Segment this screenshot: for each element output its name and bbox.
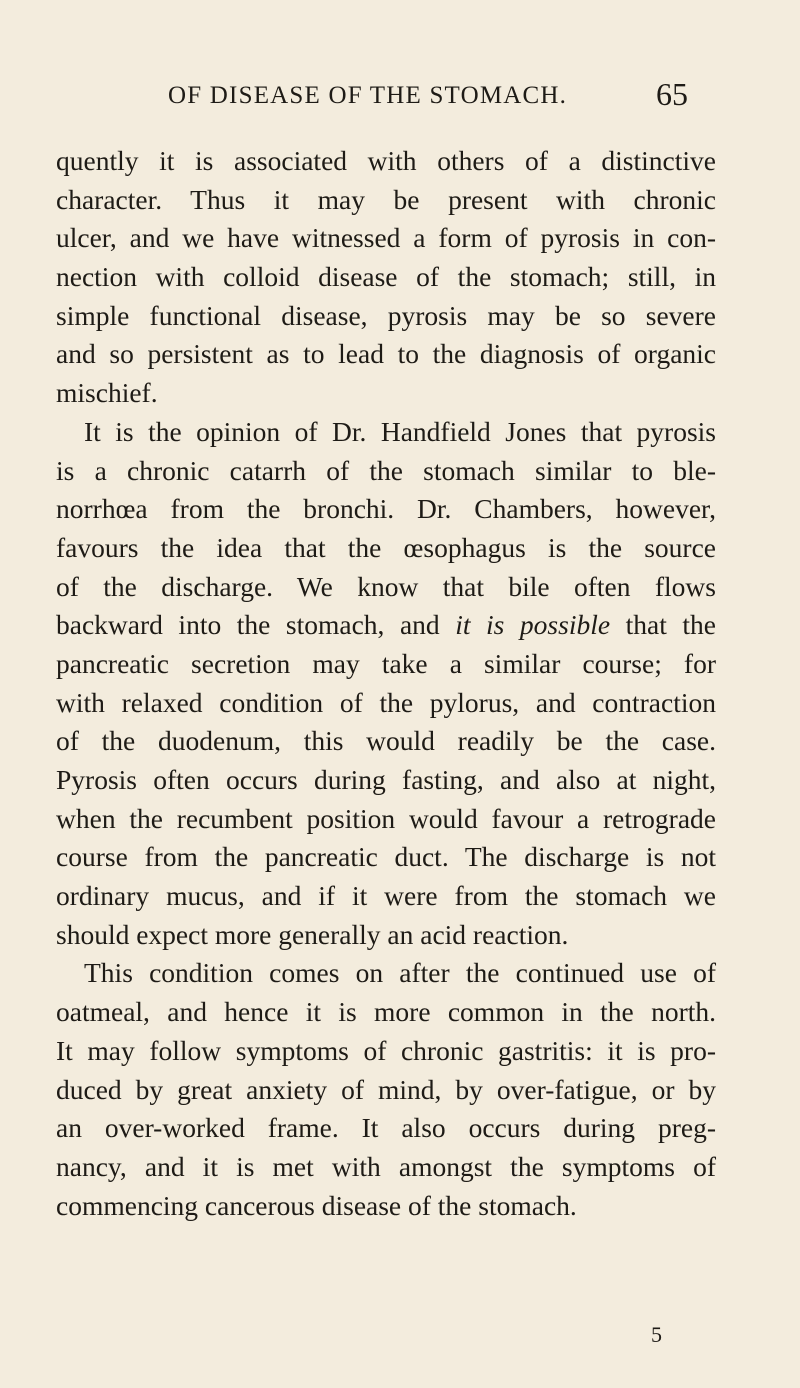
text-line: quently it is associated with others of a distinctive [56, 145, 716, 176]
text-line: oatmeal, and hence it is more common in the north. [56, 996, 716, 1028]
text-line: should expect more generally an acid reaction. [56, 918, 569, 950]
text-line-with-italic [56, 606, 716, 645]
text-line: nancy, and it is met with amongst the symptoms of [56, 1150, 716, 1182]
text-line: when the recumbent position would favour a retrograde [56, 802, 716, 834]
body-text [56, 142, 716, 1225]
text-line: nection with colloid disease of the stomach; still, in [56, 261, 716, 293]
text-line: It may follow symptoms of chronic gastritis: it is pro- [56, 1034, 716, 1066]
text-segment: backward into the stomach, and [56, 609, 440, 641]
italic-phrase: it is possible [455, 609, 611, 641]
text-line: norrhœa from the bronchi. Dr. Chambers, however, [56, 493, 716, 525]
text-line: simple functional disease, pyrosis may be so severe [56, 299, 716, 331]
text-line: character. Thus it may be present with chronic [56, 183, 716, 215]
page-number: 65 [656, 76, 688, 112]
text-line: Pyrosis often occurs during fasting, and also at night, [56, 764, 716, 795]
text-line: of the duodenum, this would readily be the case. [56, 725, 716, 757]
text-line: pancreatic secretion may take a similar course; for [56, 647, 716, 679]
text-line: favours the idea that the œsophagus is the source [56, 531, 716, 563]
text-line: ulcer, and we have witnessed a form of pyrosis in con- [56, 222, 716, 254]
text-line: is a chronic catarrh of the stomach similar to ble- [56, 454, 716, 486]
text-line: of the discharge. We know that bile often flows [56, 570, 716, 602]
text-line: It is the opinion of Dr. Handfield Jones that pyrosis [84, 415, 716, 447]
text-line: course from the pancreatic duct. The discharge is not [56, 841, 716, 873]
text-line: This condition comes on after the continued use of [84, 957, 716, 989]
signature-mark: 5 [651, 1322, 662, 1347]
text-line: mischief. [56, 377, 158, 409]
text-line: an over-worked frame. It also occurs during preg- [56, 1112, 716, 1144]
text-line: commencing cancerous disease of the stomach. [56, 1189, 577, 1221]
text-segment: that the [625, 609, 717, 641]
text-line: with relaxed condition of the pylorus, and contraction [56, 686, 716, 718]
text-line: ordinary mucus, and if it were from the stomach we [56, 880, 716, 912]
running-title: OF DISEASE OF THE STOMACH. [168, 82, 568, 109]
text-line: and so persistent as to lead to the diagnosis of organic [56, 338, 716, 370]
text-line: duced by great anxiety of mind, by over-fatigue, or by [56, 1073, 716, 1105]
